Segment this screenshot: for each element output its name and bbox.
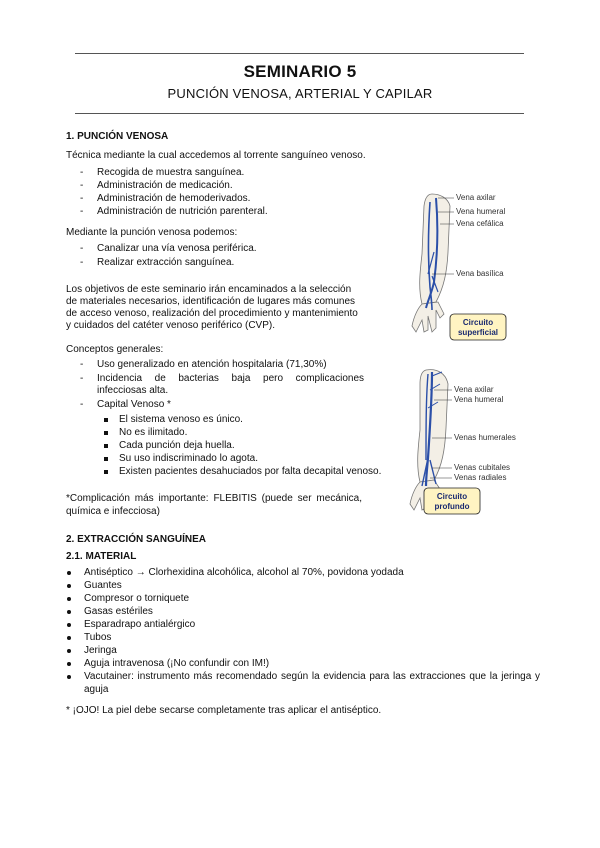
figure-label: Vena axilar xyxy=(454,385,494,394)
figure-deep-circuit xyxy=(392,368,532,520)
figure-label: Vena cefálica xyxy=(456,219,504,228)
dash-bullet: - xyxy=(80,206,84,217)
capital-item: Existen pacientes desahuciados por falta decapital venoso. xyxy=(119,466,382,477)
capital-item: El sistema venoso es único. xyxy=(119,414,243,425)
objectives-line: Los objetivos de este seminario irán encaminados a la selección xyxy=(66,284,352,295)
list-item: Administración de hemoderivados. xyxy=(97,193,251,204)
arm-outline xyxy=(420,194,450,304)
round-bullet xyxy=(67,649,71,653)
capital-item: Su uso indiscriminado lo agota. xyxy=(119,453,258,464)
square-bullet xyxy=(104,444,108,448)
material-item: Antiséptico → Clorhexidina alcohólica, alcohol al 70%, povidona yodada xyxy=(84,567,404,578)
figure-caption: Circuito xyxy=(462,318,494,327)
intro-text: Técnica mediante la cual accedemos al torrente sanguíneo venoso. xyxy=(66,150,366,161)
objectives-line: de materiales necesarios, identificación de lugares más comunes xyxy=(66,296,356,307)
figure-caption: profundo xyxy=(434,502,470,511)
square-bullet xyxy=(104,431,108,435)
section-heading-extraccion: 2. EXTRACCIÓN SANGUÍNEA xyxy=(66,534,207,545)
capital-item: No es ilimitado. xyxy=(119,427,188,438)
figure-label: Vena humeral xyxy=(456,207,506,216)
round-bullet xyxy=(67,597,71,601)
dash-bullet: - xyxy=(80,257,84,268)
material-item: Compresor o torniquete xyxy=(84,593,190,604)
complication-line: *Complicación más importante: FLEBITIS (puede ser mecánica, xyxy=(66,493,362,504)
material-item: Aguja intravenosa (¡No confundir con IM!) xyxy=(84,658,270,669)
material-item: Esparadrapo antialérgico xyxy=(84,619,196,630)
concept-item-cont: infecciosas alta. xyxy=(97,385,169,396)
list-item: Administración de medicación. xyxy=(97,180,233,191)
material-item: Tubos xyxy=(84,632,112,643)
figure-label: Vena humeral xyxy=(454,395,504,404)
dash-bullet: - xyxy=(80,180,84,191)
concept-item: Uso generalizado en atención hospitalaria (71,30%) xyxy=(97,359,327,370)
round-bullet xyxy=(67,675,71,679)
square-bullet xyxy=(104,418,108,422)
round-bullet xyxy=(67,662,71,666)
material-item: Jeringa xyxy=(84,645,117,656)
list-item: Recogida de muestra sanguínea. xyxy=(97,167,245,178)
material-item: Gasas estériles xyxy=(84,606,153,617)
square-bullet xyxy=(104,470,108,474)
material-item: Guantes xyxy=(84,580,122,591)
figure-label: Venas cubitales xyxy=(454,463,511,472)
dash-bullet: - xyxy=(80,373,84,384)
dash-bullet: - xyxy=(80,243,84,254)
dash-bullet: - xyxy=(80,193,84,204)
round-bullet xyxy=(67,584,71,588)
concepts-heading: Conceptos generales: xyxy=(66,344,164,355)
list-item: Realizar extracción sanguínea. xyxy=(97,257,235,268)
section-heading-puncion-venosa: 1. PUNCIÓN VENOSA xyxy=(66,131,169,142)
antiseptic-note: * ¡OJO! La piel debe secarse completamente tras aplicar el antiséptico. xyxy=(66,705,382,716)
capital-item: Cada punción deja huella. xyxy=(119,440,235,451)
square-bullet xyxy=(104,457,108,461)
top-rule xyxy=(75,53,524,54)
round-bullet xyxy=(67,610,71,614)
figure-label: Venas humerales xyxy=(454,433,516,442)
list-item: Administración de nutrición parenteral. xyxy=(97,206,268,217)
title-bottom-rule xyxy=(75,113,524,114)
can-intro: Mediante la punción venosa podemos: xyxy=(66,227,238,238)
concept-item: Capital Venoso * xyxy=(97,399,171,410)
dash-bullet: - xyxy=(80,399,84,410)
figure-caption: Circuito xyxy=(436,492,468,501)
material-item-cont: aguja xyxy=(84,684,109,695)
list-item: Canalizar una vía venosa periférica. xyxy=(97,243,257,254)
round-bullet xyxy=(67,636,71,640)
figure-label: Vena axilar xyxy=(456,193,496,202)
round-bullet xyxy=(67,571,71,575)
dash-bullet: - xyxy=(80,359,84,370)
figure-label: Vena basílica xyxy=(456,269,504,278)
figure-label: Venas radiales xyxy=(454,473,507,482)
hand-outline xyxy=(412,302,444,332)
objectives-line: de acceso venoso, realización del procedimiento y mantenimiento xyxy=(66,308,358,319)
figure-superficial-circuit xyxy=(392,192,532,342)
round-bullet xyxy=(67,623,71,627)
objectives-line: y cuidados del catéter venoso periférico (CVP). xyxy=(66,320,275,331)
figure-caption: superficial xyxy=(457,328,499,337)
subsection-heading-material: 2.1. MATERIAL xyxy=(66,551,137,562)
concept-item: Incidencia de bacterias baja pero complicaciones xyxy=(97,373,364,384)
page-subtitle: PUNCIÓN VENOSA, ARTERIAL Y CAPILAR xyxy=(167,86,433,101)
material-item: Vacutainer: instrumento más recomendado según la evidencia para las extracciones que la jeringa y xyxy=(84,671,540,682)
complication-line: química e infecciosa) xyxy=(66,506,160,517)
dash-bullet: - xyxy=(80,167,84,178)
page-title: SEMINARIO 5 xyxy=(243,62,357,81)
